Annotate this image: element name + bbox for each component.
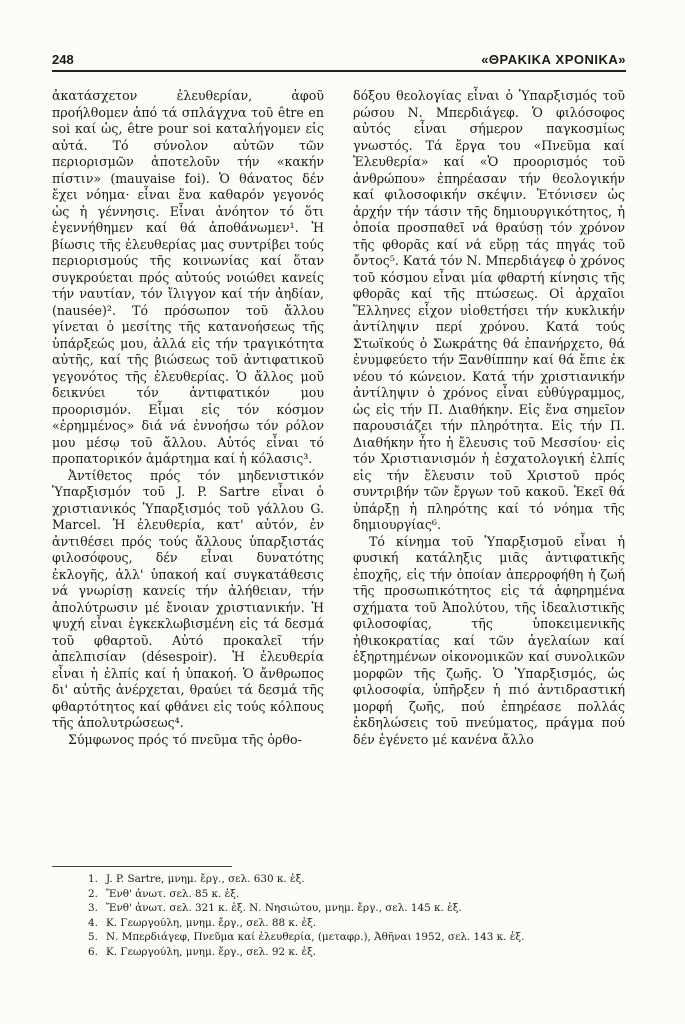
- footnote-number: 6.: [88, 945, 98, 958]
- paragraph: Τό κίνημα τοῦ Ὑπαρξισμοῦ εἶναι ἡ φυσική κατάληξις μιᾶς ἀντιφατικῆς ἐποχῆς, εἰς τήν ὁποίαν ἀπερροφήθη ἡ ζωή τῆς προσωπικότητος εἰς τά ἀφηρημένα σχήματα τοῦ Ἀπολύτου, τῆς ἰδεαλιστικῆς φιλοσοφίας, τῆς ὑποκειμενικῆς ἠθικοκρατίας καί τῶν ἀγελαίων καί ἐξηρτημένων οἰκονομικῶν καί συνολικῶν μορφῶν τῆς ζωῆς. Ὁ Ὑπαρξισμός, ὡς φιλοσοφία, ὑπῆρξεν ἡ πιό ἀντιδραστική μορφή ζωῆς, πού ἐπηρέασε πολλάς ἐκδηλώσεις τοῦ πνεύματος, πράγμα πού δέν ἐγένετο μέ κανένα ἄλλο: [353, 533, 625, 747]
- journal-title: «ΘΡΑΚΙΚΑ ΧΡΟΝΙΚΑ»: [481, 52, 626, 67]
- footnotes: [88, 872, 628, 960]
- footnote-divider: [52, 866, 232, 867]
- paragraph: ἀκατάσχετον ἐλευθερίαν, ἀφοῦ προήλθομεν ἀπό τά σπλάγχνα τοῦ être en soi καί ὡς, être pour soi καταλήγομεν εἰς αὐτά. Τό σύνολον αὐτῶν τῶν περιορισμῶν ἀποτελοῦν τήν «κακήν πίστιν» (mauvaise foi). Ὁ θάνατος δέν ἔχει νόημα· εἶναι ἕνα καθαρόν γεγονός ὡς ἡ γέννησις. Εἶναι ἀνόητον τό ὅτι ἐγεννήθημεν καί θά ἀποθάνωμεν¹. Ἡ βίωσις τῆς ἐλευθερίας μας συντρίβει τούς περιορισμούς τῆς κοινωνίας καί ὅταν συγκρούεται πρός αὐτούς νοιώθει κανείς τήν ναυτίαν, τόν ἴλιγγον καί τήν ἀηδίαν, (nausée)². Τό πρόσωπον τοῦ ἄλλου γίνεται ὁ μεσίτης τῆς κατανοήσεως τῆς ὑπάρξεώς μου, ἀλλά εἰς τήν τραγικότητα αὐτῆς, καί τῆς βιώσεως τοῦ ἀντιφατικοῦ γεγονότος τῆς ἐλευθερίας. Ὁ ἄλλος μοῦ δεικνύει τόν ἀντιφατικόν μου προορισμόν. Εἶμαι εἰς τόν κόσμον «ἐρημμένος» διά νά ἐννοήσω τόν ρόλον μου μέσῳ τοῦ ἄλλου. Αὐτός εἶναι τό προπατορικόν ἁμάρτημα καί ἡ κόλασις³.: [52, 88, 324, 466]
- footnote-text: Ν. Μπερδιάγεφ, Πνεῦμα καί ἐλευθερία, (μεταφρ.), Ἀθῆναι 1952, σελ. 143 κ. ἑξ.: [106, 931, 525, 944]
- page-header: [52, 50, 626, 72]
- footnote-number: 1.: [88, 873, 98, 885]
- footnote: [88, 916, 628, 931]
- page-number: 248: [52, 52, 74, 67]
- footnote-text: Ἔνθ' ἀνωτ. σελ. 85 κ. ἑξ.: [106, 887, 240, 900]
- footnote-number: 3.: [88, 902, 98, 915]
- footnote-text: Ἔνθ' ἀνωτ. σελ. 321 κ. ἑξ. Ν. Νησιώτου, μνημ. ἔργ., σελ. 145 κ. ἑξ.: [106, 902, 462, 915]
- footnote: [88, 901, 628, 916]
- paragraph: δόξου θεολογίας εἶναι ὁ Ὑπαρξισμός τοῦ ρώσου Ν. Μπερδιάγεφ. Ὁ φιλόσοφος αὐτός εἶναι σήμερον παγκοσμίως γνωστός. Τά ἔργα του «Πνεῦμα καί Ἐλευθερία» καί «Ὁ προορισμός τοῦ ἀνθρώπου» ἐπηρέασαν τήν θεολογικήν καί φιλοσοφικήν σκέψιν. Ἐτόνισεν ὡς ἀρχήν τήν τάσιν τῆς δημιουργικότητος, ἡ ὁποία προσπαθεῖ νά θραύσῃ τόν χρόνον τῆς φθορᾶς καί νά εὕρῃ τάς πηγάς τοῦ ὄντος⁵. Κατά τόν Ν. Μπερδιάγεφ ὁ χρόνος τοῦ κόσμου εἶναι μία φθαρτή κίνησις τῆς φθορᾶς καί τῆς πτώσεως. Οἱ ἀρχαῖοι Ἕλληνες εἶχον υἱοθετήσει τήν κυκλικήν ἀντίληψιν περί χρόνου. Κατά τούς Στωϊκούς ὁ Σωκράτης θά ἐπανήρχετο, θά ἐνυμφεύετο τήν Ξανθίππην καί θά ἔπιε ἐκ νέου τό κώνειον. Κατά τήν χριστιανικήν ἀντίληψιν ὁ χρόνος εἶναι εὐθύγραμμος, ὡς εἰς τήν Π. Διαθήκην. Εἰς ἕνα σημεῖον παρουσιάζει τήν πληρότητα. Εἰς τήν Π. Διαθήκην ἦτο ἡ ἔλευσις τοῦ Μεσσίου· εἰς τόν Χριστιανισμόν ἡ ἐσχατολογική ἐλπίς εἰς τήν ἔλευσιν τοῦ Χριστοῦ πρός συντριβήν τῶν ἔργων τοῦ κακοῦ. Ἐκεῖ θά ὑπάρξῃ ἡ πληρότης καί τό νόημα τῆς δημιουργίας⁶.: [353, 88, 626, 532]
- footnote: [88, 930, 628, 945]
- footnote: [88, 945, 628, 960]
- footnote-number: 5.: [88, 931, 98, 944]
- footnote-text: Κ. Γεωργούλη, μνημ. ἔργ., σελ. 88 κ. ἑξ.: [106, 916, 317, 929]
- footnote-text: J. P. Sartre, μνημ. ἔργ., σελ. 630 κ. ἑξ.: [106, 873, 305, 885]
- footnote: [88, 872, 628, 887]
- right-column: [353, 88, 625, 748]
- paragraph: Ἀντίθετος πρός τόν μηδενιστικόν Ὑπαρξισμόν τοῦ J. P. Sartre εἶναι ὁ χριστιανικός Ὑπαρξισμός τοῦ γάλλου G. Marcel. Ἡ ἐλευθερία, κατ' αὐτόν, ἐν ἀντιθέσει πρός τούς ἄλλους ὑπαρξιστάς φιλοσόφους, δέν εἶναι δυνατότης ἐκλογῆς, ἀλλ' ὑπακοή καί συγκατάθεσις νά γνωρίσῃ κανείς τήν ἀλήθειαν, τήν ἀπολύτρωσιν μέ ἔνοιαν χριστιανικήν. Ἡ ψυχή εἶναι ἐγκεκλωβισμένη εἰς τά δεσμά τοῦ φθαρτοῦ. Αὐτό προκαλεῖ τήν ἀπελπισίαν (désespoir). Ἡ ἐλευθερία εἶναι ἡ ἐλπίς καί ἡ ὑπακοή. Ὁ ἄνθρωπος δι' αὐτῆς ἀνέρχεται, θραύει τά δεσμά τῆς φθαρτότητος καί φθάνει εἰς τούς κόλπους τῆς ἀπολυτρώσεως⁴.: [52, 467, 324, 730]
- footnote-number: 2.: [88, 887, 98, 900]
- paragraph: Σύμφωνος πρός τό πνεῦμα τῆς ὀρθο-: [68, 731, 302, 747]
- footnote: [88, 887, 628, 902]
- footnote-number: 4.: [88, 916, 98, 929]
- left-column: [52, 88, 324, 748]
- footnote-text: Κ. Γεωργούλη, μνημ. ἔργ., σελ. 92 κ. ἑξ.: [106, 945, 317, 958]
